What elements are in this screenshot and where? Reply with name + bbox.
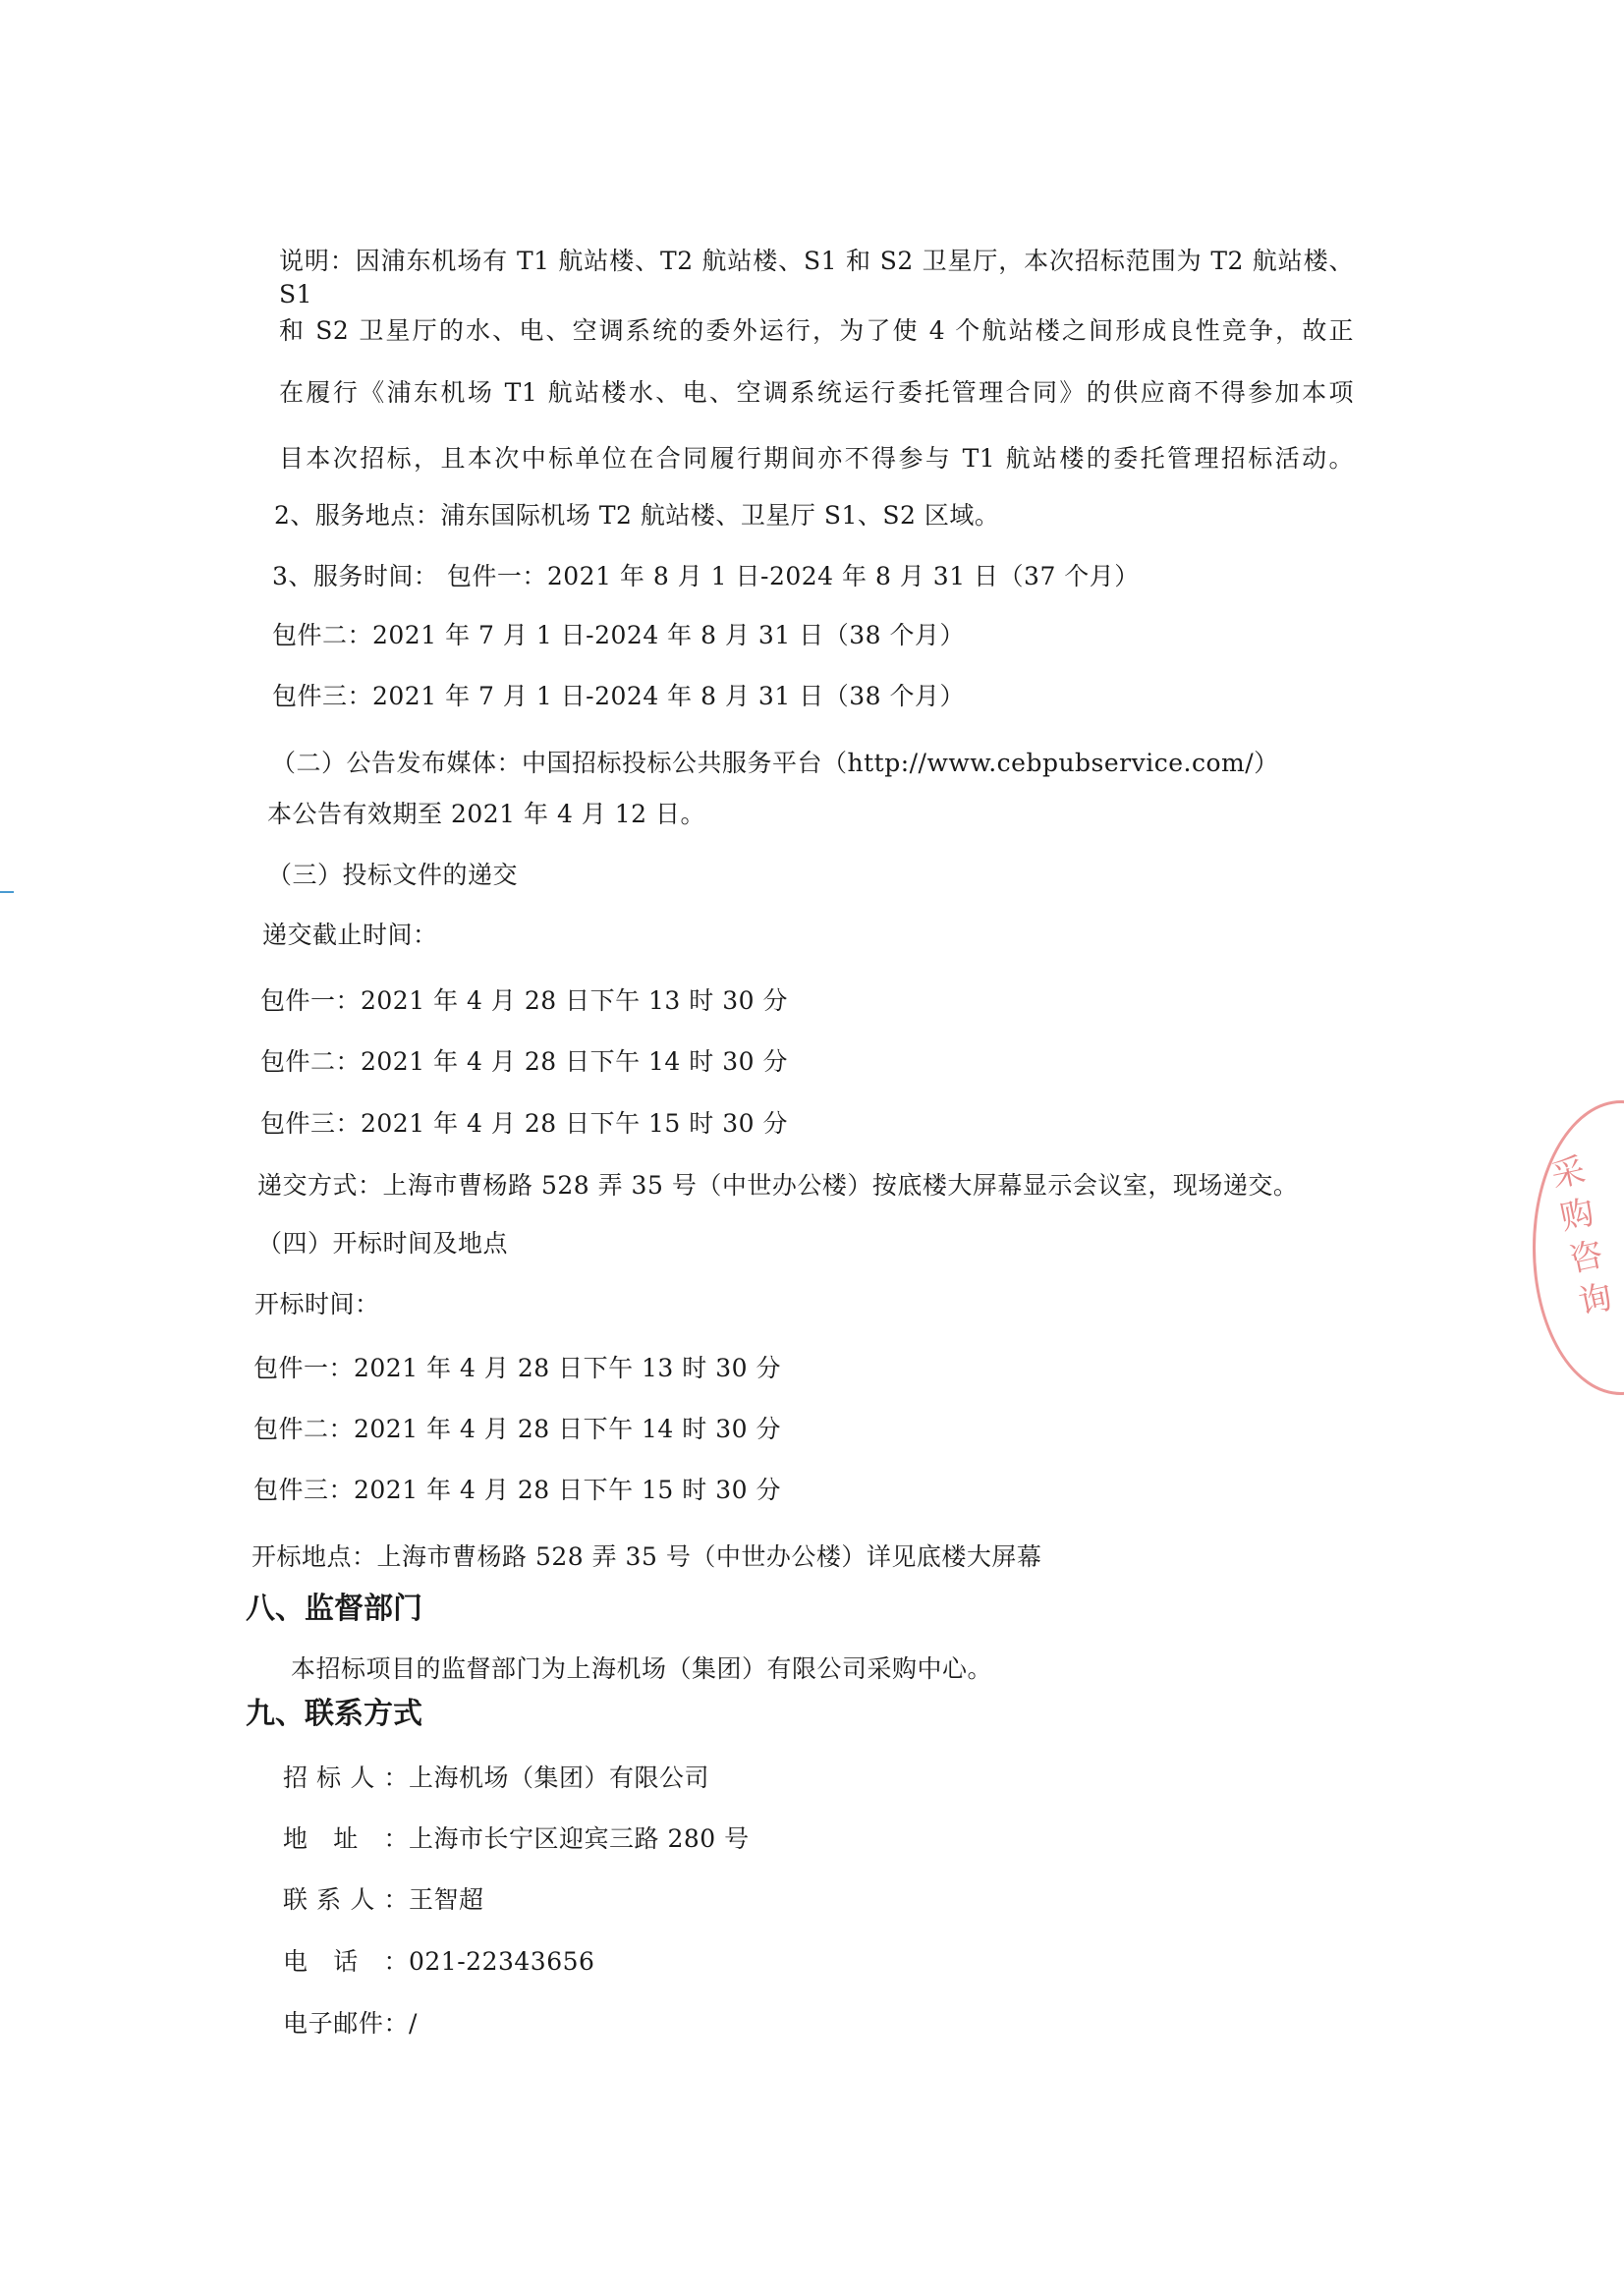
submission-package-3: 包件三：2021 年 4 月 28 日下午 15 时 30 分 <box>260 1109 788 1138</box>
service-time-package-3: 包件三：2021 年 7 月 1 日-2024 年 8 月 31 日（38 个月） <box>272 682 965 710</box>
tenderer-label: 招标人： <box>283 1763 409 1792</box>
contact-phone-row <box>283 1945 594 1979</box>
tenderer-value: 上海机场（集团）有限公司 <box>409 1763 710 1792</box>
explanation-line-3: 在履行《浦东机场 T1 航站楼水、电、空调系统运行委托管理合同》的供应商不得参加本项 <box>279 378 1354 407</box>
address-label: 地址： <box>283 1824 409 1853</box>
contact-address-row <box>283 1822 750 1856</box>
contact-tenderer-row <box>283 1762 709 1795</box>
explanation-line-1: 说明：因浦东机场有 T1 航站楼、T2 航站楼、S1 和 S2 卫星厅，本次招标范围为 T2 航站楼、S1 <box>279 247 1354 308</box>
announcement-media: （二）公告发布媒体：中国招标投标公共服务平台（http://www.cebpubservice.com/） <box>271 749 1279 777</box>
phone-label: 电话： <box>283 1947 409 1976</box>
contact-person-row <box>283 1883 484 1917</box>
address-value: 上海市长宁区迎宾三路 280 号 <box>409 1824 750 1853</box>
opening-package-3: 包件三：2021 年 4 月 28 日下午 15 时 30 分 <box>253 1476 781 1504</box>
service-time-package-1: 3、服务时间： 包件一：2021 年 8 月 1 日-2024 年 8 月 31 日（37 个月） <box>272 562 1140 590</box>
submission-package-2: 包件二：2021 年 4 月 28 日下午 14 时 30 分 <box>260 1047 788 1076</box>
explanation-line-2: 和 S2 卫星厅的水、电、空调系统的委外运行，为了使 4 个航站楼之间形成良性竞争，故正 <box>279 316 1354 345</box>
person-value: 王智超 <box>409 1885 484 1914</box>
scan-artifact-mark <box>0 891 14 893</box>
supervision-heading: 八、监督部门 <box>246 1592 422 1626</box>
service-location: 2、服务地点：浦东国际机场 T2 航站楼、卫星厅 S1、S2 区域。 <box>274 501 1000 530</box>
submission-method: 递交方式：上海市曹杨路 528 弄 35 号（中世办公楼）按底楼大屏幕显示会议室，现场递交。 <box>257 1171 1299 1200</box>
phone-value: 021-22343656 <box>409 1947 595 1976</box>
supervision-text: 本招标项目的监督部门为上海机场（集团）有限公司采购中心。 <box>291 1654 993 1683</box>
announcement-validity: 本公告有效期至 2021 年 4 月 12 日。 <box>267 800 706 828</box>
opening-package-2: 包件二：2021 年 4 月 28 日下午 14 时 30 分 <box>253 1415 781 1443</box>
opening-title: （四）开标时间及地点 <box>257 1229 509 1258</box>
contact-email-row <box>283 2007 418 2041</box>
email-value: / <box>409 2009 418 2038</box>
contact-heading: 九、联系方式 <box>246 1697 422 1731</box>
person-label: 联系人： <box>283 1885 409 1914</box>
service-time-package-2: 包件二：2021 年 7 月 1 日-2024 年 8 月 31 日（38 个月） <box>272 621 965 649</box>
opening-package-1: 包件一：2021 年 4 月 28 日下午 13 时 30 分 <box>253 1354 781 1382</box>
opening-location: 开标地点：上海市曹杨路 528 弄 35 号（中世办公楼）详见底楼大屏幕 <box>252 1542 1042 1571</box>
opening-time-label: 开标时间： <box>254 1290 380 1318</box>
seal-stamp-text: 采购咨询 <box>1547 1149 1616 1323</box>
submission-deadline-label: 递交截止时间： <box>262 921 438 949</box>
explanation-line-4: 目本次招标，且本次中标单位在合同履行期间亦不得参与 T1 航站楼的委托管理招标活动。 <box>279 444 1354 473</box>
submission-title: （三）投标文件的递交 <box>267 861 519 889</box>
submission-package-1: 包件一：2021 年 4 月 28 日下午 13 时 30 分 <box>260 986 788 1015</box>
email-label: 电子邮件： <box>283 2009 409 2038</box>
